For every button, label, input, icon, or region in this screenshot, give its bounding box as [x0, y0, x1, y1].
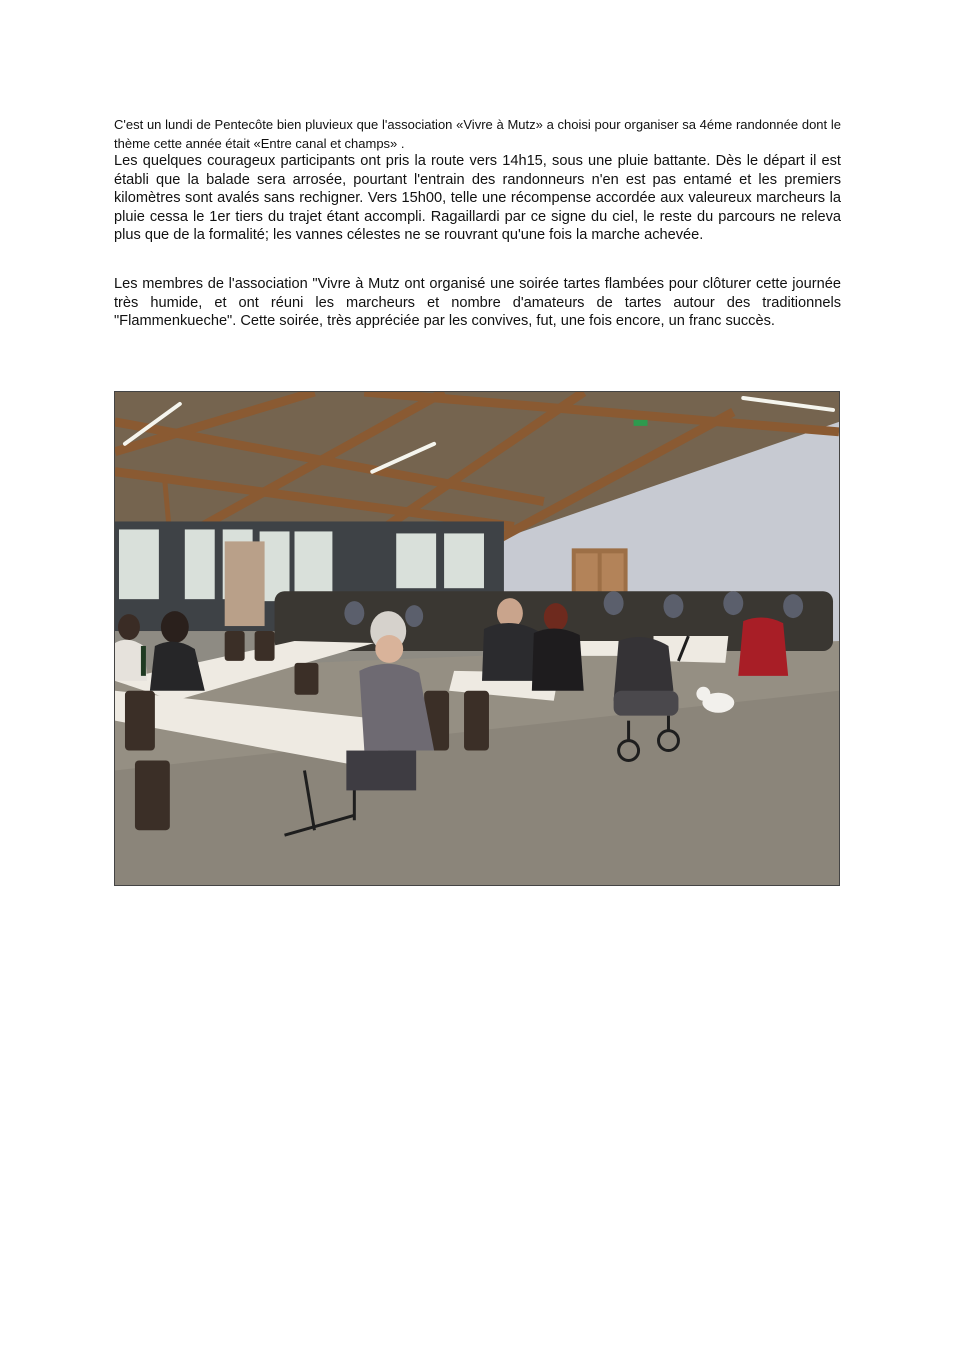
intro-paragraph: C'est un lundi de Pentecôte bien pluvieux que l'association «Vivre à Mutz» a choisi pour organiser sa 4éme randonnée dont le thème cette année était «Entre canal et champs» .: [114, 117, 841, 151]
hike-paragraph: Les quelques courageux participants ont pris la route vers 14h15, sous une pluie battante. Dès le départ il est établi que la balade sera arrosée, pourtant l'entrain des randonneurs n'en est pas entamé et les premiers kilomètres sont avalés sans rechigner. Vers 15h00, telle une récompense accordée aux valeureux marcheurs la pluie cessa le 1er tiers du trajet étant accompli. Ragaillardi par ce signe du ciel, le reste du parcours ne releva plus que de la formalité; les vannes célestes ne se rouvrant qu'une fois la marche achevée.: [114, 153, 841, 243]
hall-photo-illustration: [115, 392, 839, 885]
evening-paragraph: Les membres de l'association "Vivre à Mutz ont organisé une soirée tartes flambées pour clôturer cette journée très humide, et ont réuni les marcheurs et nombre d'amateurs de tartes autour des traditionnels "Flammenkueche". Cette soirée, très appréciée par les convives, fut, une fois encore, un franc succès.: [114, 276, 841, 329]
event-hall-photo: [114, 391, 840, 886]
